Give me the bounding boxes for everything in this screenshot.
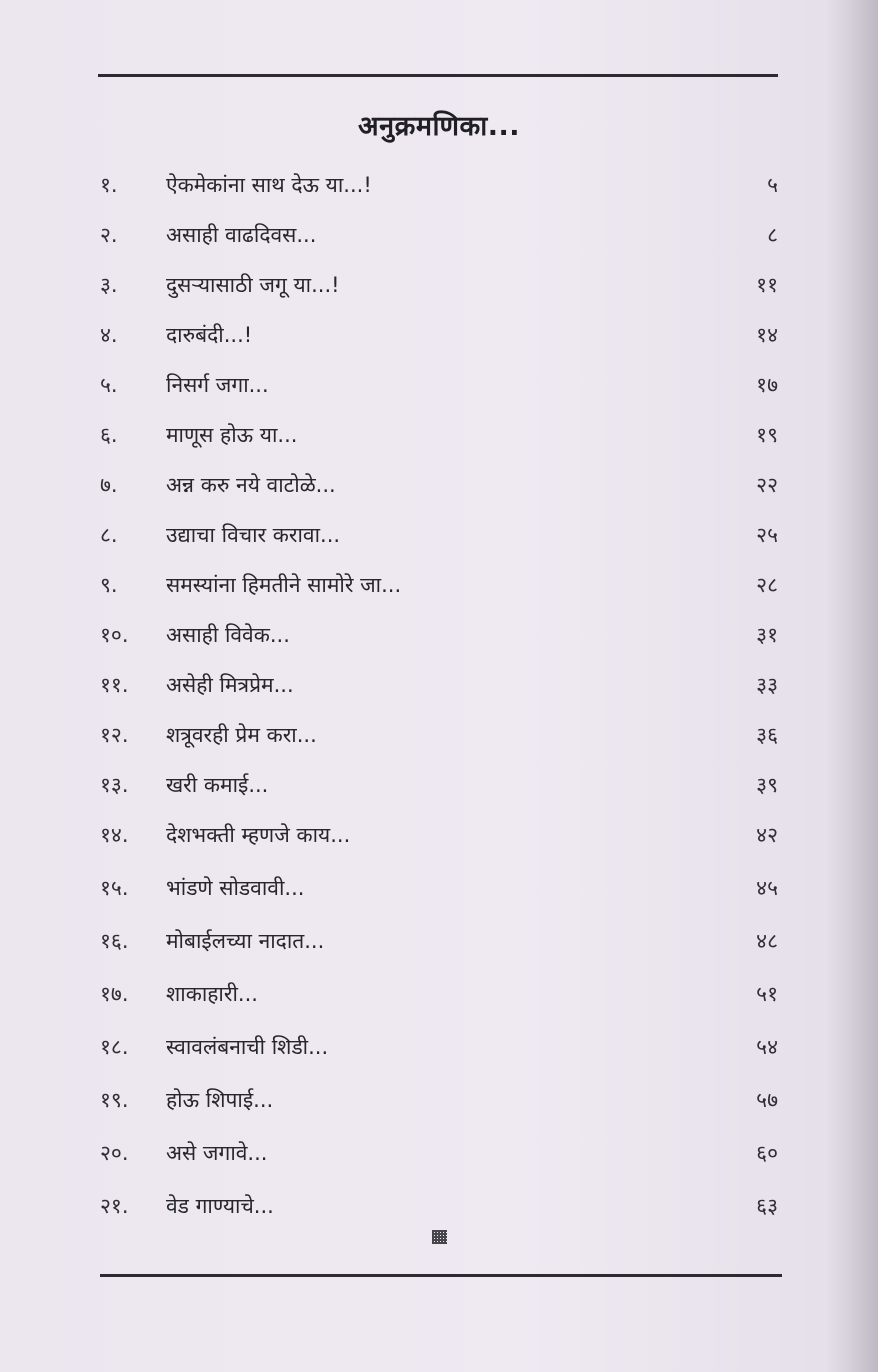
toc-entry	[0, 868, 878, 908]
entry-page: ३९	[756, 773, 778, 797]
entry-number: ६.	[100, 423, 118, 447]
toc-entry	[0, 365, 878, 405]
toc-entry	[0, 615, 878, 655]
entry-page: ४५	[756, 876, 778, 900]
entry-title: भांडणे सोडवावी...	[166, 876, 305, 900]
entry-number: २.	[100, 223, 118, 247]
ornament-icon	[432, 1230, 447, 1244]
entry-title: शाकाहारी...	[166, 982, 258, 1006]
entry-page: ३६	[756, 723, 778, 747]
toc-entry	[0, 1186, 878, 1226]
entry-title: समस्यांना हिमतीने सामोरे जा...	[166, 573, 402, 597]
toc-entry	[0, 715, 878, 755]
entry-page: ४२	[756, 823, 778, 847]
entry-title: खरी कमाई...	[166, 773, 269, 797]
entry-number: ४.	[100, 323, 118, 347]
toc-entry	[0, 1027, 878, 1067]
entry-page: १७	[756, 373, 778, 397]
entry-number: १९.	[100, 1088, 129, 1112]
entry-title: वेड गाण्याचे...	[166, 1194, 274, 1218]
entry-page: १४	[756, 323, 778, 347]
entry-number: १२.	[100, 723, 129, 747]
entry-number: २१.	[100, 1194, 129, 1218]
entry-page: ३३	[756, 673, 778, 697]
entry-title: शत्रूवरही प्रेम करा...	[166, 723, 317, 747]
entry-title: मोबाईलच्या नादात...	[166, 929, 325, 953]
entry-page: २५	[756, 523, 778, 547]
entry-page: ६३	[756, 1194, 778, 1218]
entry-number: ७.	[100, 473, 118, 497]
toc-entry	[0, 921, 878, 961]
top-rule	[98, 74, 778, 77]
entry-number: ५.	[100, 373, 118, 397]
entry-title: असाही वाढदिवस...	[166, 223, 317, 247]
toc-entry	[0, 215, 878, 255]
entry-number: २०.	[100, 1141, 129, 1165]
entry-number: ३.	[100, 273, 118, 297]
toc-entry	[0, 165, 878, 205]
entry-title: दुसऱ्यासाठी जगू या...!	[166, 273, 340, 297]
entry-page: १९	[756, 423, 778, 447]
entry-page: २८	[756, 573, 778, 597]
entry-title: निसर्ग जगा...	[166, 373, 269, 397]
entry-title: ऐकमेकांना साथ देऊ या...!	[166, 173, 372, 197]
entry-title: माणूस होऊ या...	[166, 423, 298, 447]
bottom-rule	[100, 1274, 782, 1277]
entry-title: होऊ शिपाई...	[166, 1088, 274, 1112]
toc-heading: अनुक्रमणिका...	[357, 111, 520, 142]
entry-number: ११.	[100, 673, 129, 697]
entry-title: देशभक्ती म्हणजे काय...	[166, 823, 351, 847]
entry-page: ५७	[756, 1088, 778, 1112]
entry-number: १०.	[100, 623, 129, 647]
entry-number: १७.	[100, 982, 129, 1006]
toc-entry	[0, 665, 878, 705]
toc-entry	[0, 515, 878, 555]
toc-entry	[0, 765, 878, 805]
entry-number: १८.	[100, 1035, 129, 1059]
toc-entry	[0, 565, 878, 605]
entry-page: ५१	[756, 982, 778, 1006]
entry-page: ८	[767, 223, 778, 247]
entry-page: ६०	[756, 1141, 778, 1165]
entry-number: १६.	[100, 929, 129, 953]
entry-title: उद्याचा विचार करावा...	[166, 523, 341, 547]
entry-title: दारुबंदी...!	[166, 323, 253, 347]
toc-entry	[0, 315, 878, 355]
toc-entry	[0, 1080, 878, 1120]
entry-title: अन्न करु नये वाटोळे...	[166, 473, 336, 497]
entry-page: ४८	[756, 929, 778, 953]
entry-number: ९.	[100, 573, 118, 597]
toc-entry	[0, 974, 878, 1014]
toc-entry	[0, 465, 878, 505]
entry-title: स्वावलंबनाची शिडी...	[166, 1035, 329, 1059]
toc-entry	[0, 815, 878, 855]
entry-number: १.	[100, 173, 118, 197]
entry-number: १३.	[100, 773, 129, 797]
entry-title: असेही मित्रप्रेम...	[166, 673, 294, 697]
entry-page: ५४	[756, 1035, 778, 1059]
entry-page: ३१	[756, 623, 778, 647]
entry-page: ५	[767, 173, 778, 197]
toc-entry	[0, 1133, 878, 1173]
entry-page: ११	[756, 273, 778, 297]
entry-number: १५.	[100, 876, 129, 900]
toc-entry	[0, 265, 878, 305]
entry-page: २२	[756, 473, 778, 497]
toc-entry	[0, 415, 878, 455]
entry-title: असाही विवेक...	[166, 623, 290, 647]
entry-number: १४.	[100, 823, 129, 847]
entry-number: ८.	[100, 523, 118, 547]
entry-title: असे जगावे...	[166, 1141, 268, 1165]
